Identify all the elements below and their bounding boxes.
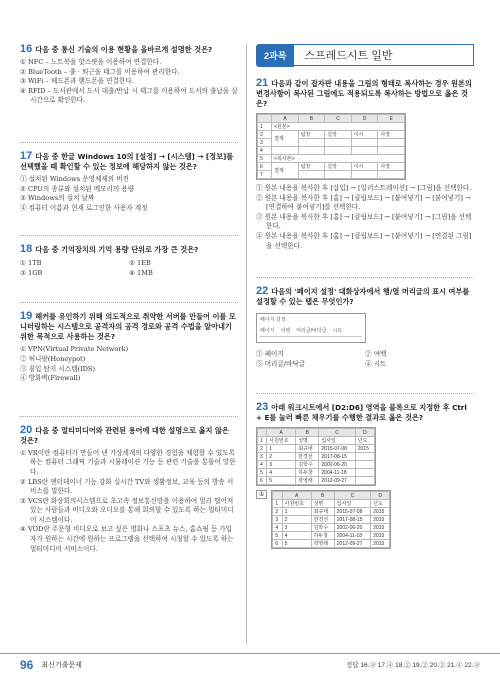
option-3[interactable]: ③ VCS란 화상회의시스템으로 초고속 정보통신망을 이용하여 멀리 떨어져 있는 사람들과 비디오와 오디오를 통해 회의할 수 있도록 하는 멀티미디어 시스템이다. — [20, 496, 234, 524]
table-cell — [298, 139, 325, 147]
tab-margins[interactable]: 여백 — [280, 328, 291, 335]
option-3[interactable]: ③ 1GB — [20, 269, 43, 278]
table-cell: 1 — [267, 445, 296, 453]
question-text: 다음 중 멀티미디어와 관련된 용어에 대한 설명으로 옳지 않은 것은? — [20, 425, 229, 445]
table-cell: 3 — [258, 453, 267, 461]
table-cell: 사원번호 — [267, 437, 296, 445]
table-cell — [298, 171, 325, 179]
table-cell: C — [319, 429, 355, 437]
table-cell: 년도 — [371, 500, 390, 508]
question-20 — [20, 425, 238, 555]
table-cell: D — [371, 492, 390, 500]
table-cell: 5 — [273, 532, 282, 540]
option-3[interactable]: ③ 원본 내용을 복사한 후 [홈] → [클립보드] → [붙여넣기] → [그림]을 선택한다. — [256, 212, 472, 231]
separator — [256, 277, 474, 278]
question-text: 다음과 같이 잡자판 내용을 그림의 형태로 복사하는 경우 원본의 변경사항이 복사된 그림에도 적용되도록 복사하는 방법으로 옳은 것은? — [256, 79, 472, 108]
table-cell: 실장 — [325, 131, 352, 139]
table-cell: 김학수 — [296, 461, 319, 469]
table-cell: 5 — [267, 477, 296, 485]
option-1[interactable]: ① VR이란 컴퓨터가 만들어 낸 가상세계의 다양한 경험을 체험할 수 있도록 하는 컴퓨터 그래픽 기술과 시뮬레이션 기능 등 관련 기술을 통틀어 말한다. — [20, 448, 236, 476]
table-cell: 4 — [273, 524, 282, 532]
table-cell: 2 — [273, 508, 282, 516]
page-setup-dialog — [256, 313, 366, 343]
table-cell: C — [334, 492, 370, 500]
table-cell: 1 — [258, 437, 267, 445]
question-text: 다음 중 한글 Windows 10의 [설정] → [시스템] → [정보]를 선택했을 때 확인할 수 있는 정보에 해당하지 않는 것은? — [20, 151, 234, 171]
table-cell: 이사 — [351, 131, 378, 139]
option-3[interactable]: ③ 머리글/바닥글 — [256, 360, 306, 369]
table-cell: 팀장 — [298, 131, 325, 139]
table-cell: 5 — [258, 469, 267, 477]
question-number: 22 — [256, 285, 269, 298]
table-cell: 2015 — [355, 445, 374, 453]
table-cell: A — [267, 429, 296, 437]
option-4[interactable]: ④ 컴퓨터 이름과 현재 로그인한 사용자 계정 — [20, 203, 148, 212]
option-4[interactable]: ④ 방화벽(Firewall) — [20, 374, 81, 383]
table-cell: 4 — [258, 461, 267, 469]
table-cell: 2 — [258, 445, 267, 453]
question-18 — [20, 244, 238, 278]
option-2[interactable]: ② 여백 — [365, 350, 387, 359]
question-16 — [20, 44, 238, 106]
option-2[interactable]: ② BlueTooth – 출 · 퇴근을 태그를 이용하여 관리한다. — [20, 67, 180, 76]
table-cell: A — [282, 492, 311, 500]
option-1[interactable]: ① 페이지 — [256, 350, 284, 359]
answer-worksheet — [271, 490, 391, 549]
table-cell: 최규태 — [296, 445, 319, 453]
table-cell: 이사 — [351, 163, 378, 171]
option-1[interactable]: ① 설치된 Windows 운영체제의 버전 — [20, 174, 129, 183]
table-cell: A — [272, 115, 299, 123]
table-cell: D — [351, 115, 378, 123]
table-cell: 6 — [258, 477, 267, 485]
table-cell: 결재 — [272, 163, 299, 179]
table-cell — [355, 477, 374, 485]
question-17 — [20, 151, 238, 213]
option-2[interactable]: ② CPU의 종류와 설치된 메모리의 용량 — [20, 184, 135, 193]
tab-page[interactable]: 페이지 — [260, 328, 275, 335]
separator — [20, 302, 238, 303]
right-column — [256, 44, 474, 549]
table-cell: 김학수 — [311, 524, 334, 532]
question-number: 18 — [20, 243, 33, 256]
table-cell: 6 — [258, 163, 272, 171]
table-cell: 결재 — [272, 131, 299, 147]
table-cell: 2004-11-18 — [319, 469, 355, 477]
option-1[interactable]: ① 1TB — [20, 259, 42, 268]
table-cell: 입사일 — [319, 437, 355, 445]
option-1[interactable]: ① NFC – 노트북을 핫스팟을 이용하여 연결한다. — [20, 58, 162, 66]
table-cell: 팀장 — [298, 163, 325, 171]
table-cell: 사원번호 — [282, 500, 311, 508]
table-cell: 한경선 — [311, 516, 334, 524]
table-cell — [378, 139, 405, 147]
table-cell: <원본> — [272, 123, 405, 131]
table-cell — [355, 453, 374, 461]
answer-option-label[interactable]: ① — [256, 490, 267, 499]
table-cell: 2015-07-08 — [319, 445, 355, 453]
question-number: 19 — [20, 310, 33, 323]
table-cell: 7 — [258, 171, 272, 179]
dialog-title: 페이지 설정 — [260, 317, 286, 324]
table-cell: 2017-08-15 — [334, 516, 370, 524]
question-22 — [256, 286, 474, 369]
question-text: 다음 중 통신 기술의 이용 현황을 올바르게 설명한 것은? — [35, 45, 213, 54]
page-footer — [0, 653, 500, 675]
table-cell — [351, 139, 378, 147]
table-cell: 2002-06-20 — [319, 461, 355, 469]
table-cell: 2015 — [371, 516, 390, 524]
spreadsheet-figure — [256, 113, 406, 180]
table-cell: 2015 — [371, 540, 390, 548]
table-cell: 1 — [273, 500, 282, 508]
table-cell: 2012-09-27 — [334, 540, 370, 548]
table-cell — [273, 492, 282, 500]
table-cell: 4 — [282, 532, 311, 540]
table-cell: 3 — [258, 139, 272, 147]
section-title: 스프레드시트 일반 — [294, 44, 474, 66]
question-number: 16 — [20, 43, 33, 55]
option-4[interactable]: ④ VOD란 주문형 비디오로 보고 싶은 영화나 스포츠 뉴스, 홈쇼핑 등 가입자가 원하는 시간에 원하는 프로그램을 선택하여 시청할 수 있도록 하는 멀티미디어 서비스이다. — [20, 525, 234, 553]
table-cell: <복사본> — [272, 155, 405, 163]
table-cell: 2015-07-08 — [334, 508, 370, 516]
table-cell: 곽영래 — [296, 477, 319, 485]
question-21 — [256, 78, 474, 251]
table-cell: 3 — [273, 516, 282, 524]
separator — [20, 142, 238, 143]
table-cell: 2012-09-27 — [319, 477, 355, 485]
table-cell: 곽영래 — [311, 540, 334, 548]
footer-label: 최신기출문제 — [41, 661, 82, 669]
table-cell — [378, 147, 405, 155]
table-cell: 5 — [258, 155, 272, 163]
table-cell: 4 — [258, 147, 272, 155]
table-cell: 2015 — [371, 532, 390, 540]
option-3[interactable]: ③ Windows의 설치 날짜 — [20, 194, 95, 203]
question-text: 다음 중 기억장치의 기억 용량 단위로 가장 큰 것은? — [35, 245, 199, 255]
option-4[interactable]: ④ 1MB — [129, 269, 153, 278]
table-cell — [258, 115, 272, 123]
table-cell: 1 — [258, 123, 272, 131]
table-cell: 3 — [267, 461, 296, 469]
table-cell: 2017-08-15 — [319, 453, 355, 461]
table-cell — [378, 171, 405, 179]
option-4[interactable]: ④ RFID – 도서관에서 도서 대출/반납 시 태그를 이용하여 도서의 출납을 실시간으로 확인한다. — [20, 86, 238, 105]
table-cell — [258, 429, 267, 437]
table-cell: 하두창 — [311, 532, 334, 540]
table-cell: 3 — [282, 524, 311, 532]
table-cell: B — [311, 492, 334, 500]
table-cell: 사장 — [378, 131, 405, 139]
option-4[interactable]: ④ 시트 — [365, 360, 387, 369]
table-cell: 한경선 — [296, 453, 319, 461]
table-cell: 4 — [267, 469, 296, 477]
table-cell: 5 — [282, 540, 311, 548]
table-cell: 2004-11-18 — [334, 532, 370, 540]
question-number: 20 — [20, 423, 33, 436]
table-cell — [325, 171, 352, 179]
table-cell: 2002-06-20 — [334, 524, 370, 532]
option-2[interactable]: ② 허니팟(Honeypot) — [20, 354, 86, 363]
question-text: 해커를 유인하기 위해 의도적으로 취약한 서버를 만들어 이를 모니터링하는 시스템으로 공격자의 공격 경로와 공격 수법을 알아내기 위한 목적으로 사용하는 것은? — [20, 312, 236, 342]
table-cell: D — [355, 429, 374, 437]
option-2[interactable]: ② 1EB — [129, 259, 151, 268]
tab-sheet[interactable]: 시트 — [332, 328, 343, 335]
section-banner — [256, 44, 474, 66]
option-3[interactable]: ③ WiFi – 헤드폰과 핸드폰을 연결한다. — [20, 77, 134, 86]
page-number: 96 — [20, 657, 34, 672]
question-text: 아래 워크시트에서 [D2:D6] 영역을 블록으로 지정한 후 Ctrl + E를 눌러 빠른 채우기를 수행한 결과로 옳은 것은? — [256, 403, 467, 423]
question-number: 17 — [20, 149, 33, 162]
table-cell: 사장 — [378, 163, 405, 171]
table-cell: 실장 — [325, 163, 352, 171]
table-cell: 6 — [273, 540, 282, 548]
question-number: 23 — [256, 401, 269, 414]
question-23 — [256, 402, 474, 549]
table-cell — [325, 139, 352, 147]
section-tag: 2과목 — [256, 44, 294, 67]
table-cell: 하두창 — [296, 469, 319, 477]
option-4[interactable]: ④ 원본 내용을 복사한 후 [홈] → [클립보드] → [붙여넣기] → [연결된 그림]을 선택한다. — [256, 231, 472, 250]
table-cell: 입사일 — [334, 500, 370, 508]
table-cell — [355, 469, 374, 477]
table-cell — [351, 147, 378, 155]
table-cell: 2 — [267, 453, 296, 461]
option-1[interactable]: ① 원본 내용을 복사한 후 [삽입] → [일러스트레이션] → [그림]을 선택한다. — [256, 184, 472, 192]
question-number: 21 — [256, 77, 269, 89]
question-19 — [20, 311, 238, 383]
left-column — [20, 44, 238, 554]
table-cell: 성명 — [296, 437, 319, 445]
table-cell: 성명 — [311, 500, 334, 508]
table-cell: 2 — [282, 516, 311, 524]
table-cell — [355, 461, 374, 469]
table-cell: B — [296, 429, 319, 437]
column-divider — [246, 44, 247, 644]
option-3[interactable]: ③ 침입 탐지 시스템(IDS) — [20, 364, 96, 373]
table-cell: 2 — [258, 131, 272, 139]
worksheet-figure — [256, 427, 376, 486]
table-cell: 2015 — [371, 524, 390, 532]
table-cell — [298, 147, 325, 155]
question-text: 다음의 '페이지 설정' 대화상자에서 행/열 머리글의 표시 여부를 설정할 수 있는 탭은 무엇인가? — [256, 287, 470, 307]
table-cell: 2015 — [371, 508, 390, 516]
table-cell — [351, 171, 378, 179]
option-1[interactable]: ① VPN(Virtual Private Network) — [20, 345, 129, 354]
table-cell: B — [298, 115, 325, 123]
option-2[interactable]: ② 원본 내용을 복사한 후 [홈] → [클립보드] → [붙여넣기] → [붙여넣기] → [연결하여 붙여넣기]를 선택한다. — [256, 193, 471, 212]
option-2[interactable]: ② LBS란 엔터테이너 기능 강화 실시간 TV와 생활정보, 교육 등의 방송 서비스를 말한다. — [20, 477, 234, 496]
answer-key: 정답 16.④ 17.④ 18.② 19.② 20.② 21.④ 22.④ — [346, 662, 480, 669]
separator — [20, 416, 238, 417]
separator — [256, 393, 474, 394]
table-cell — [272, 147, 299, 155]
table-cell: 1 — [282, 508, 311, 516]
separator — [20, 235, 238, 236]
table-cell: 최규태 — [311, 508, 334, 516]
table-cell: C — [325, 115, 352, 123]
table-cell — [325, 147, 352, 155]
table-cell: 년도 — [355, 437, 374, 445]
tab-header-footer[interactable]: 머리글/바닥글 — [296, 328, 327, 335]
table-cell: E — [378, 115, 405, 123]
